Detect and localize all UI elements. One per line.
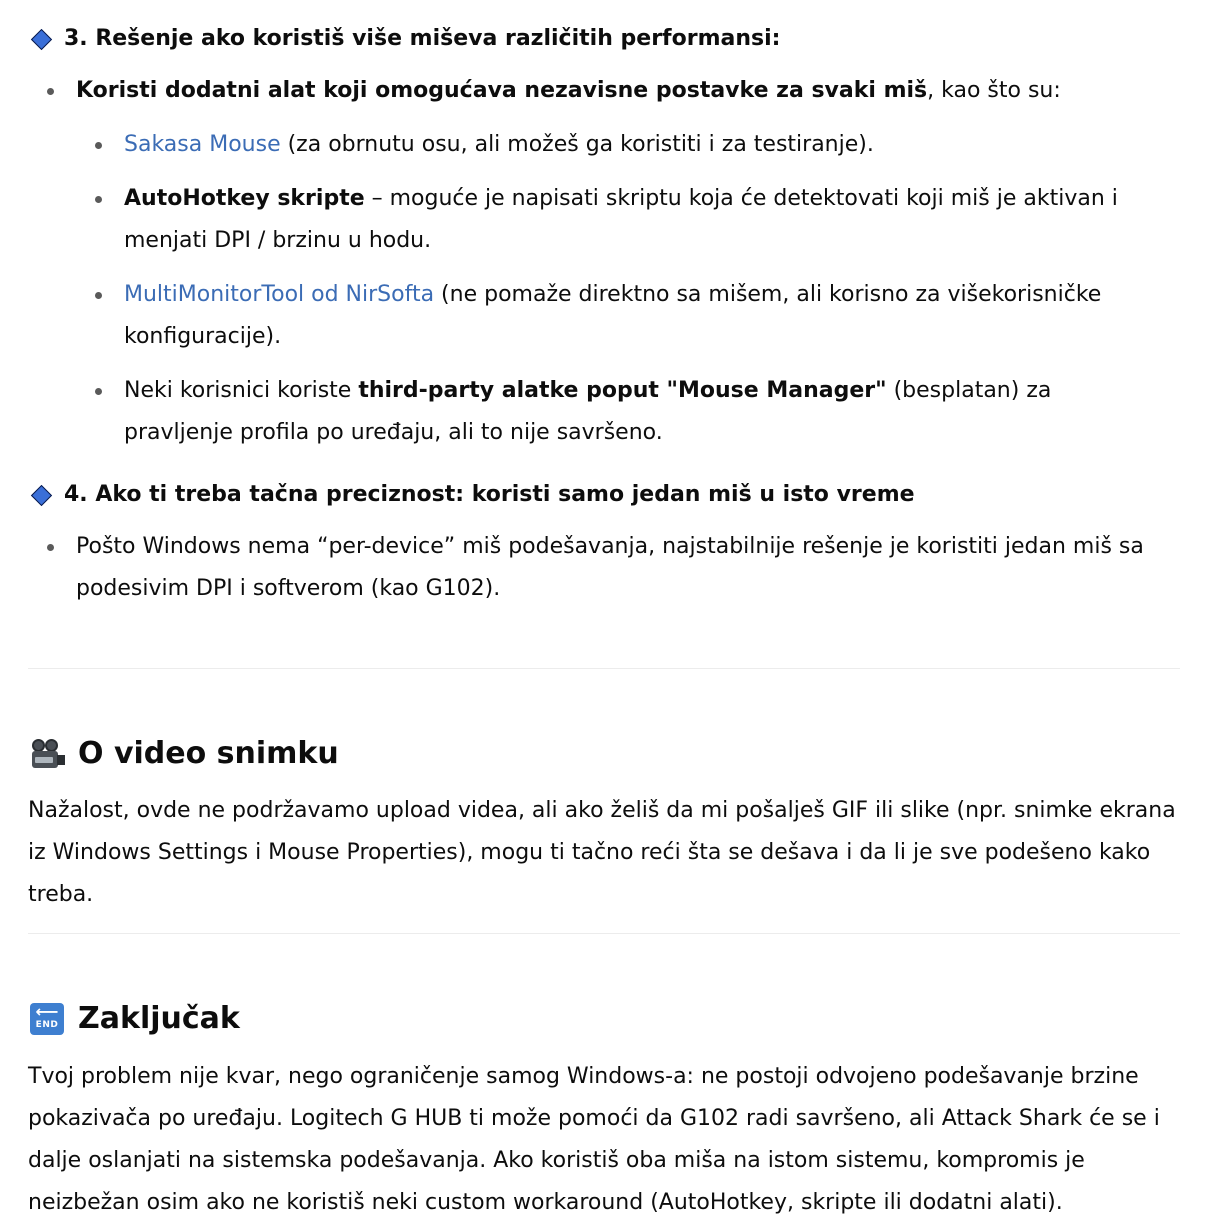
divider — [28, 933, 1180, 934]
divider — [28, 668, 1180, 669]
movie-camera-icon — [28, 737, 66, 771]
blue-diamond-icon — [32, 30, 50, 48]
end-icon-label: END — [35, 1020, 59, 1030]
bullet-dot — [47, 88, 54, 95]
list-item — [76, 526, 1156, 610]
list-item — [76, 70, 1156, 112]
conclusion-paragraph: Tvoj problem nije kvar, nego ograničenje samog Windows-a: ne postoji odvojeno podešavanje brzine pokazivača po uređaju. Logitech G HUB ti može pomoći da G102 radi savršeno, ali Attack Shark će se i dalje oslanjati na sistemska podešavanja. Ako koristiš oba miša na istom sistemu, kompromis je neizbežan osim ako ne koristiš neki custom workaround (AutoHotkey, skripte ili dodatni alati). — [28, 1064, 1160, 1215]
list-item — [124, 124, 1164, 166]
sakasa-mouse-link[interactable]: Sakasa Mouse — [124, 132, 281, 157]
section-4-heading-text: 4. Ako ti treba tačna preciznost: koristi samo jedan miš u isto vreme — [64, 482, 915, 507]
bullet-bold-text: Koristi dodatni alat koji omogućava nezavisne postavke za svaki miš — [76, 78, 928, 103]
list-item-text: Neki korisnici koriste — [124, 378, 359, 403]
list-item-bold: AutoHotkey skripte — [124, 186, 365, 211]
list-item-text: (za obrnutu osu, ali možeš ga koristiti i za testiranje). — [280, 132, 874, 157]
list-item-text: Pošto Windows nema “per-device” miš podešavanja, najstabilnije rešenje je koristiti jedan miš sa podesivim DPI i softverom (kao G102). — [76, 534, 1144, 601]
section-3-heading — [28, 24, 780, 54]
bullet-dot — [95, 142, 102, 149]
bullet-dot — [47, 544, 54, 551]
video-paragraph: Nažalost, ovde ne podržavamo upload videa, ali ako želiš da mi pošalješ GIF ili slike (npr. snimke ekrana iz Windows Settings i Mouse Properties), mogu ti tačno reći šta se dešava i da li je sve podešeno kako treba. — [28, 798, 1176, 907]
list-item — [124, 370, 1164, 454]
bullet-dot — [95, 388, 102, 395]
conclusion-heading — [28, 999, 240, 1039]
list-item — [124, 274, 1164, 358]
blue-diamond-icon — [32, 486, 50, 504]
list-item — [124, 178, 1164, 262]
list-item-text: (besplatan) za pravljenje profila po uređaju, ali to nije savršeno. — [124, 378, 1052, 445]
list-item-bold: third-party alatke poput "Mouse Manager" — [358, 378, 887, 403]
bullet-dot — [95, 292, 102, 299]
section-4-heading — [28, 480, 915, 510]
conclusion-heading-text: Zaključak — [78, 1001, 240, 1036]
list-item-text: – moguće je napisati skriptu koja će detektovati koji miš je aktivan i menjati DPI / brzinu u hodu. — [124, 186, 1118, 253]
list-item-text: (ne pomaže direktno sa mišem, ali korisno za višekorisničke konfiguracije). — [124, 282, 1102, 349]
multimonitortool-link[interactable]: MultiMonitorTool od NirSofta — [124, 282, 435, 307]
video-heading-text: O video snimku — [78, 736, 339, 771]
end-arrow-icon: ⟵ END — [28, 1002, 66, 1036]
bullet-text: , kao što su: — [927, 78, 1061, 103]
video-heading — [28, 734, 339, 774]
bullet-dot — [95, 196, 102, 203]
section-3-heading-text: 3. Rešenje ako koristiš više miševa različitih performansi: — [64, 26, 781, 51]
